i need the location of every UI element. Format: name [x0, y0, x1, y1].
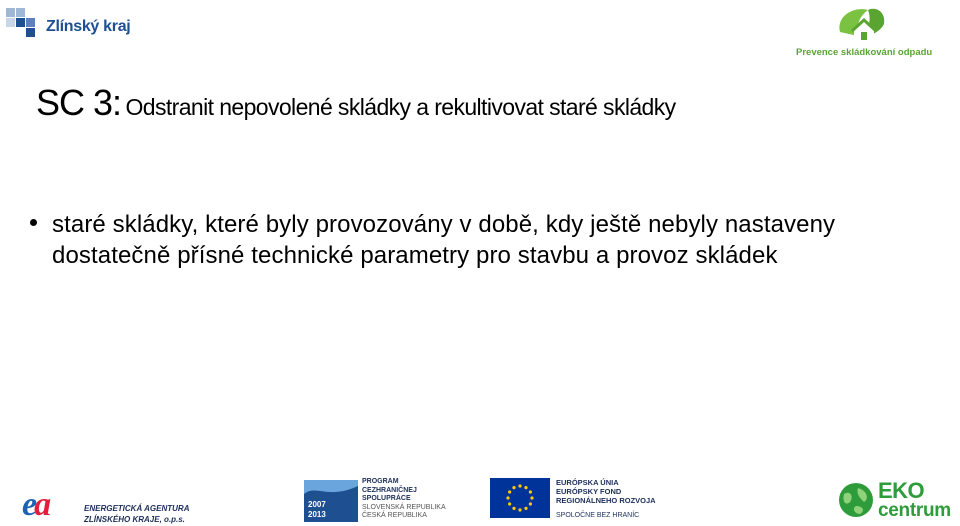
program-line: PROGRAM [362, 478, 399, 485]
house-leaf-icon [834, 2, 890, 46]
eu-line: REGIONÁLNEHO ROZVOJA [556, 496, 656, 505]
zlinsky-kraj-logo [6, 8, 136, 40]
program-country: ČESKÁ REPUBLIKA [362, 512, 427, 519]
prevence-text: Prevence skládkování odpadu [796, 47, 933, 58]
zlinsky-kraj-squares-icon [6, 8, 40, 38]
title-prefix: SC 3: [36, 82, 122, 123]
program-year-start: 2007 [308, 500, 326, 509]
bullet-text: staré skládky, které byly provozovány v době, kdy ještě nebyly nastaveny dostatečně přísné technické parametry pro stavbu a provoz skládek [52, 211, 836, 269]
ekocentrum-logo [836, 478, 960, 526]
eko-text: EKO [878, 478, 925, 503]
energeticka-agentura-logo [22, 486, 192, 526]
eu-slogan: SPOLOČNE BEZ HRANÍC [556, 512, 640, 519]
program-cezhranicnej-logo [304, 474, 474, 524]
program-line: SPOLUPRÁCE [362, 495, 411, 502]
program-text [362, 478, 446, 521]
ea-line2: ZLÍNSKÉHO KRAJE, o.p.s. [84, 515, 185, 524]
zlinsky-kraj-text: Zlínský kraj [46, 18, 131, 35]
eu-flag-icon [490, 478, 550, 518]
program-line: CEZHRANIČNEJ [362, 486, 417, 494]
eu-logo [490, 474, 670, 524]
globe-icon [836, 480, 876, 520]
program-year-end: 2013 [308, 510, 326, 519]
bullet-dot-icon [30, 219, 37, 226]
bullet-item [30, 209, 910, 271]
centrum-text: centrum [878, 500, 951, 521]
footer-logos [0, 470, 960, 525]
title-main: Odstranit nepovolené skládky a rekultivovat staré skládky [125, 94, 676, 120]
prevence-logo [790, 2, 933, 62]
eu-line: EURÓPSKA ÚNIA [556, 478, 619, 487]
eu-text [556, 478, 656, 505]
ea-line1: ENERGETICKÁ AGENTURA [84, 504, 190, 513]
ea-mark-icon: ea [22, 486, 49, 523]
program-wave-icon [304, 480, 358, 502]
program-box [304, 480, 358, 522]
slide-title [36, 82, 676, 124]
eu-line: EURÓPSKY FOND [556, 487, 622, 496]
program-country: SLOVENSKÁ REPUBLIKA [362, 503, 446, 511]
